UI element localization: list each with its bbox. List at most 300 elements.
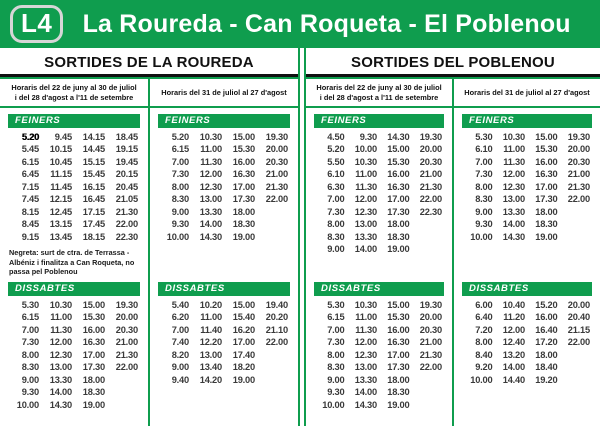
section-title: SORTIDES DEL POBLENOU	[306, 48, 600, 77]
time-cell: 15.00	[387, 300, 410, 310]
time-cell: 15.00	[387, 144, 410, 155]
time-cell: 8.00	[327, 349, 345, 360]
time-cell: 21.30	[419, 349, 442, 360]
time-cell: 12.45	[49, 206, 72, 217]
time-cell: 10.40	[502, 300, 525, 310]
time-cell: 18.40	[535, 362, 558, 373]
column-content	[150, 108, 298, 426]
time-cell: 22.00	[419, 362, 442, 373]
time-cell: 9.40	[171, 374, 189, 385]
time-cell: 8.00	[171, 181, 189, 192]
time-cell	[410, 243, 443, 255]
time-cell: 14.30	[199, 231, 222, 242]
times-grid	[0, 299, 148, 411]
time-cell: 19.30	[115, 300, 138, 310]
time-cell	[410, 386, 443, 398]
line-badge: L4	[10, 5, 63, 42]
time-cell: 16.00	[387, 169, 410, 180]
time-cell: 22.00	[567, 194, 590, 205]
time-cell: 22.00	[115, 362, 138, 373]
time-cell: 9.30	[171, 219, 189, 230]
time-cell: 12.40	[502, 337, 525, 348]
time-cell: 20.00	[567, 144, 590, 155]
time-cell: 19.30	[419, 132, 442, 142]
time-cell: 17.00	[387, 349, 410, 360]
time-cell: 20.20	[265, 312, 288, 323]
time-cell: 18.30	[535, 219, 558, 230]
column-content	[0, 108, 148, 426]
time-cell: 11.00	[50, 312, 72, 323]
time-cell: 9.30	[21, 387, 39, 398]
time-cell: 6.45	[21, 169, 39, 180]
time-cell: 7.00	[475, 156, 493, 167]
time-cell	[558, 231, 591, 243]
time-cell: 13.45	[49, 231, 72, 242]
time-cell: 11.30	[503, 156, 525, 167]
time-cell: 10.00	[354, 144, 377, 155]
time-cell	[255, 349, 288, 361]
time-cell: 6.15	[21, 312, 39, 323]
period-label	[306, 77, 452, 108]
time-cell: 13.00	[49, 362, 72, 373]
time-cell: 18.15	[82, 231, 105, 242]
time-cell: 16.30	[387, 181, 410, 192]
schedule-columns	[306, 77, 600, 426]
time-cell	[255, 374, 288, 386]
time-cell: 20.45	[115, 181, 138, 192]
time-cell: 14.00	[354, 387, 377, 398]
time-cell: 14.45	[82, 144, 105, 155]
time-cell: 7.00	[21, 324, 39, 335]
time-cell: 10.00	[166, 231, 189, 242]
time-cell	[410, 231, 443, 243]
time-cell: 10.45	[49, 156, 72, 167]
day-block-dissabtes	[306, 276, 452, 411]
time-cell: 17.30	[387, 362, 410, 373]
time-cell: 13.00	[354, 219, 377, 230]
time-cell: 11.00	[503, 144, 525, 155]
time-cell: 21.00	[419, 169, 442, 180]
time-cell: 20.30	[115, 324, 138, 335]
day-block-feiners	[0, 114, 148, 277]
schedule-column	[0, 77, 148, 426]
day-type-header: FEINERS	[462, 114, 592, 128]
time-cell: 8.20	[171, 349, 189, 360]
time-cell: 16.00	[82, 324, 105, 335]
time-cell: 10.30	[354, 300, 377, 310]
time-cell: 9.15	[21, 231, 39, 242]
time-cell: 8.45	[21, 219, 39, 230]
time-cell: 22.00	[567, 337, 590, 348]
day-block-dissabtes	[0, 276, 148, 411]
time-cell: 16.30	[82, 337, 105, 348]
time-cell: 7.30	[171, 169, 189, 180]
time-cell: 21.10	[265, 324, 288, 335]
time-cell: 19.00	[387, 399, 410, 410]
time-cell: 19.20	[535, 374, 558, 385]
time-cell: 10.00	[470, 374, 493, 385]
time-cell: 22.30	[419, 206, 442, 217]
time-cell: 7.15	[21, 181, 39, 192]
time-cell	[105, 386, 138, 398]
schedule-columns	[0, 77, 298, 426]
time-cell: 9.00	[475, 206, 493, 217]
time-cell: 15.00	[82, 300, 105, 310]
time-cell: 12.00	[49, 337, 72, 348]
time-cell: 20.30	[567, 156, 590, 167]
time-cell: 17.15	[82, 206, 105, 217]
time-cell: 6.10	[475, 144, 493, 155]
time-cell: 6.10	[327, 169, 345, 180]
time-cell: 18.00	[387, 374, 410, 385]
time-cell: 7.00	[171, 324, 189, 335]
period-line: Horaris del 22 de juny al 30 de juliol	[11, 82, 137, 92]
time-cell: 17.40	[232, 349, 255, 360]
schedule-column	[148, 77, 298, 426]
time-cell: 19.00	[232, 231, 255, 242]
time-cell: 21.30	[115, 206, 138, 217]
time-cell: 6.30	[327, 181, 345, 192]
time-cell: 18.00	[387, 219, 410, 230]
time-cell: 13.30	[354, 231, 377, 242]
time-cell: 16.00	[387, 324, 410, 335]
time-cell: 11.30	[355, 181, 377, 192]
time-cell: 7.00	[171, 156, 189, 167]
time-cell: 20.30	[265, 156, 288, 167]
time-cell: 12.30	[199, 181, 222, 192]
time-cell: 9.30	[327, 387, 345, 398]
time-cell: 16.00	[535, 312, 558, 323]
period-label	[0, 77, 148, 108]
time-cell: 16.00	[535, 156, 558, 167]
day-type-header: DISSABTES	[8, 282, 140, 296]
time-cell: 6.40	[475, 312, 493, 323]
time-cell: 11.45	[50, 181, 72, 192]
time-cell: 9.20	[475, 362, 493, 373]
time-cell: 14.30	[49, 399, 72, 410]
time-cell: 17.00	[387, 194, 410, 205]
time-cell: 16.00	[232, 156, 255, 167]
time-cell: 18.00	[82, 374, 105, 385]
time-cell: 12.30	[49, 349, 72, 360]
period-line: Horaris del 22 de juny al 30 de juliol	[316, 82, 442, 92]
time-cell: 14.00	[49, 387, 72, 398]
time-cell: 10.00	[322, 399, 345, 410]
time-cell: 19.00	[82, 399, 105, 410]
time-cell: 9.00	[327, 374, 345, 385]
times-grid	[454, 299, 600, 386]
time-cell: 13.00	[199, 194, 222, 205]
time-cell: 19.00	[387, 244, 410, 255]
time-cell: 20.15	[115, 169, 138, 180]
time-cell: 10.30	[199, 132, 222, 142]
time-cell: 8.00	[475, 181, 493, 192]
time-cell: 14.00	[199, 219, 222, 230]
time-cell: 5.20	[327, 144, 345, 155]
time-cell	[558, 374, 591, 386]
time-cell: 18.00	[232, 206, 255, 217]
time-cell: 14.00	[502, 219, 525, 230]
time-cell: 9.00	[327, 244, 345, 255]
time-cell: 20.30	[419, 324, 442, 335]
time-cell: 19.30	[567, 132, 590, 142]
time-cell: 21.30	[419, 181, 442, 192]
time-cell: 16.20	[232, 324, 255, 335]
time-cell	[410, 399, 443, 411]
line-header	[0, 0, 600, 48]
time-cell: 22.30	[115, 231, 138, 242]
time-cell: 21.30	[567, 181, 590, 192]
time-cell	[558, 218, 591, 230]
time-cell: 4.50	[327, 132, 345, 142]
period-label	[150, 77, 298, 108]
time-cell: 5.50	[327, 156, 345, 167]
time-cell: 17.00	[82, 349, 105, 360]
times-grid	[306, 299, 452, 411]
time-cell: 19.45	[115, 156, 138, 167]
time-cell: 10.30	[354, 156, 377, 167]
period-line: Horaris del 31 de juliol al 27 d'agost	[161, 87, 287, 97]
section-title: SORTIDES DE LA ROUREDA	[0, 48, 298, 77]
time-cell: 5.30	[475, 132, 493, 142]
time-cell: 15.00	[232, 132, 255, 142]
time-cell: 11.40	[200, 324, 222, 335]
time-cell: 14.40	[502, 374, 525, 385]
day-type-header: FEINERS	[314, 114, 444, 128]
time-cell: 6.15	[171, 144, 189, 155]
time-cell: 8.15	[21, 206, 39, 217]
times-grid	[150, 299, 298, 386]
column-content	[454, 108, 600, 426]
time-cell: 9.45	[54, 132, 72, 142]
time-cell: 19.30	[265, 132, 288, 142]
time-cell: 7.40	[171, 337, 189, 348]
time-cell: 13.30	[354, 374, 377, 385]
time-cell: 9.30	[359, 132, 377, 142]
time-cell: 21.05	[115, 194, 138, 205]
time-cell: 14.20	[199, 374, 222, 385]
time-cell: 7.20	[475, 324, 493, 335]
time-cell: 18.00	[535, 206, 558, 217]
time-cell: 10.30	[502, 132, 525, 142]
time-cell: 11.30	[50, 324, 72, 335]
time-cell: 13.00	[354, 362, 377, 373]
time-cell: 14.00	[354, 244, 377, 255]
time-cell: 12.00	[502, 324, 525, 335]
time-cell: 18.45	[115, 132, 138, 142]
time-cell: 16.30	[387, 337, 410, 348]
time-cell: 7.00	[327, 194, 345, 205]
time-cell: 12.30	[354, 206, 377, 217]
time-cell: 9.00	[21, 374, 39, 385]
time-cell: 15.00	[535, 132, 558, 142]
time-cell: 9.00	[171, 206, 189, 217]
time-cell: 16.30	[535, 169, 558, 180]
day-block-dissabtes	[150, 276, 298, 386]
time-cell: 22.00	[265, 194, 288, 205]
time-cell: 10.30	[49, 300, 72, 310]
time-cell: 14.30	[387, 132, 410, 142]
time-cell: 11.00	[355, 169, 377, 180]
time-cell: 12.20	[199, 337, 222, 348]
section-el-poblenou	[304, 48, 600, 426]
time-cell: 15.30	[82, 312, 105, 323]
time-cell: 9.00	[171, 362, 189, 373]
time-cell: 6.20	[171, 312, 189, 323]
time-cell: 18.20	[232, 362, 255, 373]
time-cell: 21.00	[115, 337, 138, 348]
time-cell: 22.00	[265, 337, 288, 348]
time-cell	[558, 206, 591, 218]
time-cell: 11.00	[200, 312, 222, 323]
time-cell: 12.00	[354, 194, 377, 205]
time-cell	[255, 218, 288, 230]
section-la-roureda	[0, 48, 300, 426]
time-cell: 11.30	[355, 324, 377, 335]
time-cell: 13.00	[502, 194, 525, 205]
times-grid	[150, 131, 298, 243]
time-cell: 16.40	[535, 324, 558, 335]
time-cell: 15.30	[387, 312, 410, 323]
time-cell: 18.30	[232, 219, 255, 230]
time-cell: 14.00	[502, 362, 525, 373]
day-type-header: DISSABTES	[158, 282, 290, 296]
time-cell: 17.30	[82, 362, 105, 373]
time-cell: 20.00	[567, 300, 590, 310]
time-cell: 21.00	[265, 169, 288, 180]
day-type-header: DISSABTES	[314, 282, 444, 296]
time-cell	[410, 374, 443, 386]
time-cell: 19.00	[535, 231, 558, 242]
day-type-header: FEINERS	[158, 114, 290, 128]
times-grid	[454, 131, 600, 243]
time-cell: 6.00	[475, 300, 493, 310]
time-cell: 8.00	[475, 337, 493, 348]
time-cell: 11.15	[50, 169, 72, 180]
time-cell: 19.00	[232, 374, 255, 385]
time-cell: 15.45	[82, 169, 105, 180]
time-cell: 5.40	[171, 300, 189, 310]
time-cell: 14.15	[82, 132, 105, 142]
time-cell: 18.00	[535, 349, 558, 360]
time-cell: 12.00	[502, 169, 525, 180]
time-cell	[255, 206, 288, 218]
time-cell: 7.00	[327, 324, 345, 335]
time-cell: 11.30	[200, 156, 222, 167]
time-cell: 21.00	[567, 169, 590, 180]
time-cell: 13.15	[49, 219, 72, 230]
time-cell	[410, 218, 443, 230]
time-cell: 10.15	[49, 144, 72, 155]
time-cell: 21.15	[567, 324, 590, 335]
time-cell: 11.00	[355, 312, 377, 323]
day-block-dissabtes	[454, 276, 600, 386]
time-cell	[558, 361, 591, 373]
period-label	[454, 77, 600, 108]
time-cell: 8.30	[475, 194, 493, 205]
time-cell: 21.00	[419, 337, 442, 348]
time-cell: 17.00	[535, 181, 558, 192]
time-cell: 20.00	[265, 144, 288, 155]
time-cell: 12.15	[49, 194, 72, 205]
time-cell: 20.30	[419, 156, 442, 167]
time-cell: 22.00	[419, 194, 442, 205]
time-cell: 13.30	[502, 206, 525, 217]
time-cell: 19.40	[265, 300, 288, 310]
period-line: Horaris del 31 de juliol al 27 d'agost	[464, 87, 590, 97]
time-cell: 16.30	[232, 169, 255, 180]
time-cell: 9.30	[475, 219, 493, 230]
day-block-feiners	[454, 114, 600, 243]
time-cell: 8.30	[327, 231, 345, 242]
period-line: i del 28 d'agost a l'11 de setembre	[319, 92, 439, 102]
time-cell: 8.30	[21, 362, 39, 373]
time-cell: 10.20	[199, 300, 222, 310]
time-cell: 22.00	[115, 219, 138, 230]
time-cell: 17.00	[232, 181, 255, 192]
time-cell: 5.45	[21, 144, 39, 155]
time-cell: 18.30	[387, 387, 410, 398]
time-cell: 10.00	[470, 231, 493, 242]
time-cell: 13.00	[199, 349, 222, 360]
time-cell: 8.00	[327, 219, 345, 230]
day-block-feiners	[306, 114, 452, 256]
time-cell: 18.30	[82, 387, 105, 398]
time-cell	[105, 399, 138, 411]
time-cell: 17.20	[535, 337, 558, 348]
time-cell: 17.00	[232, 337, 255, 348]
time-cell: 13.40	[199, 362, 222, 373]
time-cell: 5.20	[21, 132, 39, 142]
time-cell: 13.30	[49, 374, 72, 385]
time-cell: 16.45	[82, 194, 105, 205]
time-cell: 13.30	[199, 206, 222, 217]
schedule-column	[452, 77, 600, 426]
time-cell: 7.30	[21, 337, 39, 348]
time-cell: 17.45	[82, 219, 105, 230]
time-cell: 19.30	[419, 300, 442, 310]
time-cell: 5.20	[171, 132, 189, 142]
times-grid	[306, 131, 452, 256]
day-type-header: DISSABTES	[462, 282, 592, 296]
bold-departure-note: Negreta: surt de ctra. de Terrassa - Albéniz i finalitza a Can Roqueta, no passa pel Poblenou	[9, 248, 135, 277]
day-type-header: FEINERS	[8, 114, 140, 128]
time-cell: 21.30	[265, 181, 288, 192]
time-cell: 5.30	[327, 300, 345, 310]
time-cell: 20.40	[567, 312, 590, 323]
time-cell: 7.30	[327, 337, 345, 348]
time-cell: 17.30	[387, 206, 410, 217]
day-block-feiners	[150, 114, 298, 243]
time-cell: 18.30	[387, 231, 410, 242]
time-cell: 15.20	[535, 300, 558, 310]
time-cell: 17.30	[535, 194, 558, 205]
time-cell: 13.20	[502, 349, 525, 360]
time-cell: 7.30	[327, 206, 345, 217]
time-cell: 15.30	[232, 144, 255, 155]
time-cell: 15.30	[535, 144, 558, 155]
time-cell: 14.30	[354, 399, 377, 410]
timetable-body	[0, 48, 600, 426]
time-cell: 12.00	[199, 169, 222, 180]
time-cell: 15.15	[82, 156, 105, 167]
time-cell: 10.00	[16, 399, 39, 410]
time-cell: 14.30	[502, 231, 525, 242]
times-grid	[0, 131, 148, 243]
time-cell: 6.15	[327, 312, 345, 323]
time-cell: 20.00	[419, 312, 442, 323]
time-cell: 16.15	[82, 181, 105, 192]
